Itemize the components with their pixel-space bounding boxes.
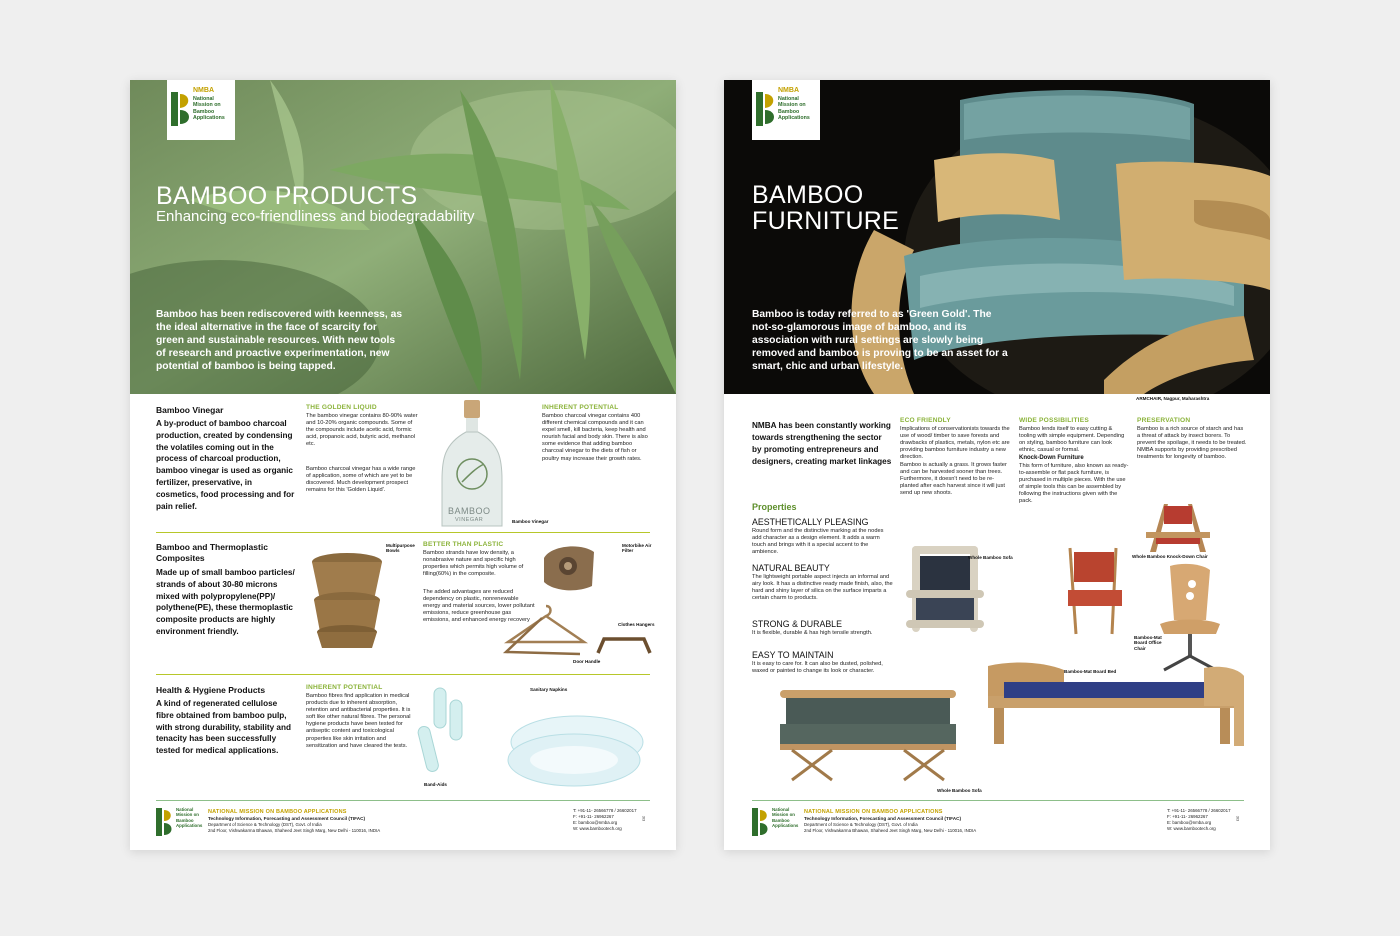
section-rule-2	[156, 674, 650, 675]
footer-org-2: NATIONAL MISSION ON BAMBOO APPLICATIONS	[804, 809, 943, 815]
footer-rule-2	[752, 800, 1244, 801]
preservation-head: PRESERVATION	[1137, 417, 1191, 424]
section-rule-1	[156, 532, 650, 533]
knockdown-chair-photo	[1140, 498, 1230, 554]
hero-bamboo-leaves	[130, 80, 676, 394]
footer-rule	[156, 800, 650, 801]
caption-sanitary-napkins: Sanitary Napkins	[530, 687, 568, 692]
prop-natural-title: NATURAL BEAUTY	[752, 563, 830, 573]
prop-natural-body: The lightweight portable aspect injects an informal and airy look. It has a distinctive ready made finish, also, the hard and shiny layer of silica on the surface imparts a certain charm to products.	[752, 574, 893, 602]
logo-abbr: NMBA	[193, 87, 214, 94]
vinegar-body: A by-product of bamboo charcoal production, created by condensing the volatiles coming out in the process of charcoal production, bamboo vinegar is used as organic fertilizer, preservative, in cosmetics, food processing and for pain relief.	[156, 419, 295, 511]
bowls-photo	[306, 542, 388, 652]
footer-l1: Technology Information, Forecasting and Assessment Council (TIFAC)	[208, 816, 366, 821]
footer-fax: F: +91-11- 26962267	[573, 814, 614, 819]
hangers-photo	[502, 602, 590, 662]
intro-text: Bamboo has been rediscovered with keenness, as the ideal alternative in the face of scarcity for green and sustainable resources. With new tools of research and proactive experimentation, new potential of bamboo is being tapped.	[156, 309, 403, 372]
golden-liquid-p2: Bamboo charcoal vinegar has a wide range of application, some of which are yet to be discovered. Much development prospect remains for this 'Golden Liquid'.	[306, 466, 416, 494]
band-aids-photo	[414, 686, 484, 782]
lead-text: NMBA has been constantly working towards strengthening the sector by promoting entrepreneurs and designers, creating market linkages	[752, 421, 892, 466]
footer-email-2: E: bamboo@nmba.org	[1167, 820, 1212, 825]
logo-name: National Mission on Bamboo Applications	[193, 96, 225, 121]
golden-liquid-head: THE GOLDEN LIQUID	[306, 404, 377, 411]
preservation-p: Bamboo is a rich source of starch and has a threat of attack by insect borers. To prevent the spoilage, it needs to be treated. NMBA supports by providing prescribed treatments for longevity of bamboo.	[1137, 426, 1247, 461]
footer-l2: Department of Science & Technology (DST), Govt. of India	[208, 822, 322, 827]
red-chair-photo	[1060, 544, 1130, 636]
hygiene-p1: Bamboo fibres find application in medical products due to inherent absorption, retention and antibacterial properties. It is soft like other natural fibres. The personal hygiene products have been tested for antiseptic content and toxicological properties like skin irritation and sensitization and have cleared the tests.	[306, 693, 411, 749]
caption-office-chair: Bamboo-Mat Board Office Chair	[1134, 635, 1162, 651]
footer-phone: T: +91-11- 26566778 / 26602017	[573, 808, 637, 813]
footer-l1-2: Technology Information, Forecasting and Assessment Council (TIFAC)	[804, 816, 962, 821]
footer-logo-text-2: National Mission on Bamboo Applications	[772, 807, 799, 828]
hygiene-heading: Health & Hygiene Products	[156, 685, 266, 695]
golden-liquid-p1: The bamboo vinegar contains 80-90% water and 10-20% organic compounds. Some of the compounds include acetic acid, formic acid, propanoic acid, butyric acid, methanol etc.	[306, 413, 418, 448]
footer-l3: 2nd Floor, Vishwakarma Bhawan, Shaheed Jeet Singh Marg, New Delhi - 110016, INDIA	[208, 828, 381, 833]
footer-web: W: www.bambootech.org	[573, 826, 622, 831]
caption-hangers: Clothes Hangers	[618, 622, 655, 627]
door-handle-photo	[594, 635, 654, 659]
composites-body: Made up of small bamboo particles/ strands of about 30-80 microns mixed with polypropylene(PP)/ polythene(PE), these thermoplastic composite products are highly environment friendly.	[156, 568, 295, 636]
logo-abbr-2: NMBA	[778, 87, 799, 94]
page-title-line1: BAMBOO	[752, 181, 864, 209]
prop-aesthetic-title: AESTHETICALLY PLEASING	[752, 517, 869, 527]
knockdown-p: This form of furniture, also known as ready-to-assemble or flat pack furniture, is purchased in multiple pieces. With the use of simple tools this can be assembled by following the instructions given with the pack.	[1019, 463, 1129, 505]
page-subtitle: Enhancing eco-friendliness and biodegradability	[156, 208, 475, 225]
page-title: BAMBOO PRODUCTS	[156, 182, 418, 210]
page-bamboo-products	[130, 80, 676, 850]
caption-knockdown-chair: Whole Bamboo Knock-Down Chair	[1132, 554, 1208, 559]
footer-phone-2: T: +91-11- 26566778 / 26602017	[1167, 808, 1231, 813]
air-filter-photo	[540, 542, 598, 594]
logo-name-2: National Mission on Bamboo Applications	[778, 96, 810, 121]
nmba-logo-icon	[171, 92, 191, 126]
caption-sofa: Whole Bamboo Sofa	[937, 788, 982, 793]
footer-email: E: bamboo@nmba.org	[573, 820, 618, 825]
prop-strong-title: STRONG & DURABLE	[752, 619, 842, 629]
footer-web-2: W: www.bambootech.org	[1167, 826, 1216, 831]
eco-friendly-p2: Bamboo is actually a grass. It grows faster and can be harvested sooner than trees. Furthermore, it doesn't need to be re-planted after each harvest since it will just send up new shoots.	[900, 462, 1007, 497]
bottle-label: BAMBOO	[448, 506, 491, 516]
caption-bed: Bamboo-Mat Board Bed	[1064, 669, 1117, 674]
page-number-2: 3/3	[1235, 815, 1241, 822]
footer-fax-2: F: +91-11- 26962267	[1167, 814, 1208, 819]
nmba-logo-icon-2	[756, 92, 776, 126]
knockdown-head: Knock-Down Furniture	[1019, 455, 1084, 461]
vinegar-heading: Bamboo Vinegar	[156, 405, 224, 415]
prop-maintain-body: It is easy to care for. It can also be dusted, polished, waxed or painted to change its look or character.	[752, 661, 883, 675]
page-number: 3/3	[641, 815, 647, 822]
wide-possibilities-head: WIDE POSSIBILITIES	[1019, 417, 1089, 424]
sanitary-napkins-photo	[502, 698, 652, 798]
better-than-plastic-p2: The added advantages are reduced dependency on plastic, nonrenewable energy and material sources, lower pollutant emissions, reduce greenhouse gas emissions, and enhanced energy recovery	[423, 589, 535, 624]
hero-armchair	[724, 80, 1270, 394]
inherent-potential-p1: Bamboo charcoal vinegar contains 400 different chemical compounds and it can expel smell, kill bacteria, keep health and nourish facial and body skin. There is also some evidence that adding bamboo charcoal vinegar to the diets of fish or poultry may increase their growth rates.	[542, 413, 648, 462]
inherent-potential-head-2: INHERENT POTENTIAL	[306, 684, 383, 691]
eco-friendly-p1: Implications of conservationists towards the use of wood/ timber to save forests and drawbacks of plastics, metals, nylon etc are providing bamboo furniture industry a new direction.	[900, 426, 1010, 461]
eco-friendly-head: ECO FRIENDLY	[900, 417, 951, 424]
composites-heading: Bamboo and Thermoplastic Composites	[156, 542, 268, 563]
page-bamboo-furniture	[724, 80, 1270, 850]
whole-bamboo-sofa-photo	[778, 688, 958, 782]
inherent-potential-head-1: INHERENT POTENTIAL	[542, 404, 619, 411]
caption-bowls: Multipurpose Bowls	[386, 543, 415, 554]
prop-strong-body: It is flexible, durable & has high tensile strength.	[752, 630, 873, 636]
hygiene-body: A kind of regenerated cellulose fibre obtained from bamboo pulp, with strong durability, stability and tenacity has been successfully tested for medical applications.	[156, 699, 291, 756]
footer-l2-2: Department of Science & Technology (DST), Govt. of India	[804, 822, 918, 827]
caption-vinegar: Bamboo Vinegar	[512, 519, 549, 524]
prop-maintain-title: EASY TO MAINTAIN	[752, 650, 834, 660]
better-than-plastic-p1: Bamboo strands have low density, a nonabrasive nature and specific high properties which permits high volume of filling(60%) in the composite.	[423, 550, 524, 578]
caption-air-filter: Motorbike Air Filter	[622, 543, 652, 554]
caption-armchair: ARMCHAIR, Nagpur, Maharashtra	[1136, 396, 1210, 401]
nmba-logo-2	[752, 80, 820, 140]
wide-possibilities-p1: Bamboo lends itself to easy cutting & tooling with simple equipment. Depending on styling, bamboo furniture can look ethnic, casual or formal.	[1019, 426, 1125, 454]
intro-text-2: Bamboo is today referred to as 'Green Gold'. The not-so-glamorous image of bamboo, and its association with rural settings are slowly being removed and bamboo is proving to be an asset for a smart, chic and urban lifestyle.	[752, 309, 1008, 372]
caption-door-handle: Door Handle	[573, 659, 601, 664]
footer-logo-icon	[156, 808, 174, 836]
caption-band-aids: Band-Aids	[424, 782, 447, 787]
nmba-logo	[167, 80, 235, 140]
footer-l3-2: 2nd Floor, Vishwakarma Bhawan, Shaheed Jeet Singh Marg, New Delhi - 110016, INDIA	[804, 828, 977, 833]
better-than-plastic-head: BETTER THAN PLASTIC	[423, 541, 504, 548]
footer-org: NATIONAL MISSION ON BAMBOO APPLICATIONS	[208, 809, 347, 815]
prop-aesthetic-body: Round form and the distinctive marking at the nodes add character as a design element. It adds a warm touch and brings with it a special accent to the ambience.	[752, 528, 884, 556]
footer-logo-text: National Mission on Bamboo Applications	[176, 807, 203, 828]
bottle-sublabel: VINEGAR	[455, 517, 484, 523]
footer-logo-icon-2	[752, 808, 770, 836]
page-title-line2: FURNITURE	[752, 207, 900, 235]
caption-whole-bamboo-chair: Whole Bamboo Sofa	[968, 555, 1013, 560]
properties-head: Properties	[752, 502, 797, 512]
